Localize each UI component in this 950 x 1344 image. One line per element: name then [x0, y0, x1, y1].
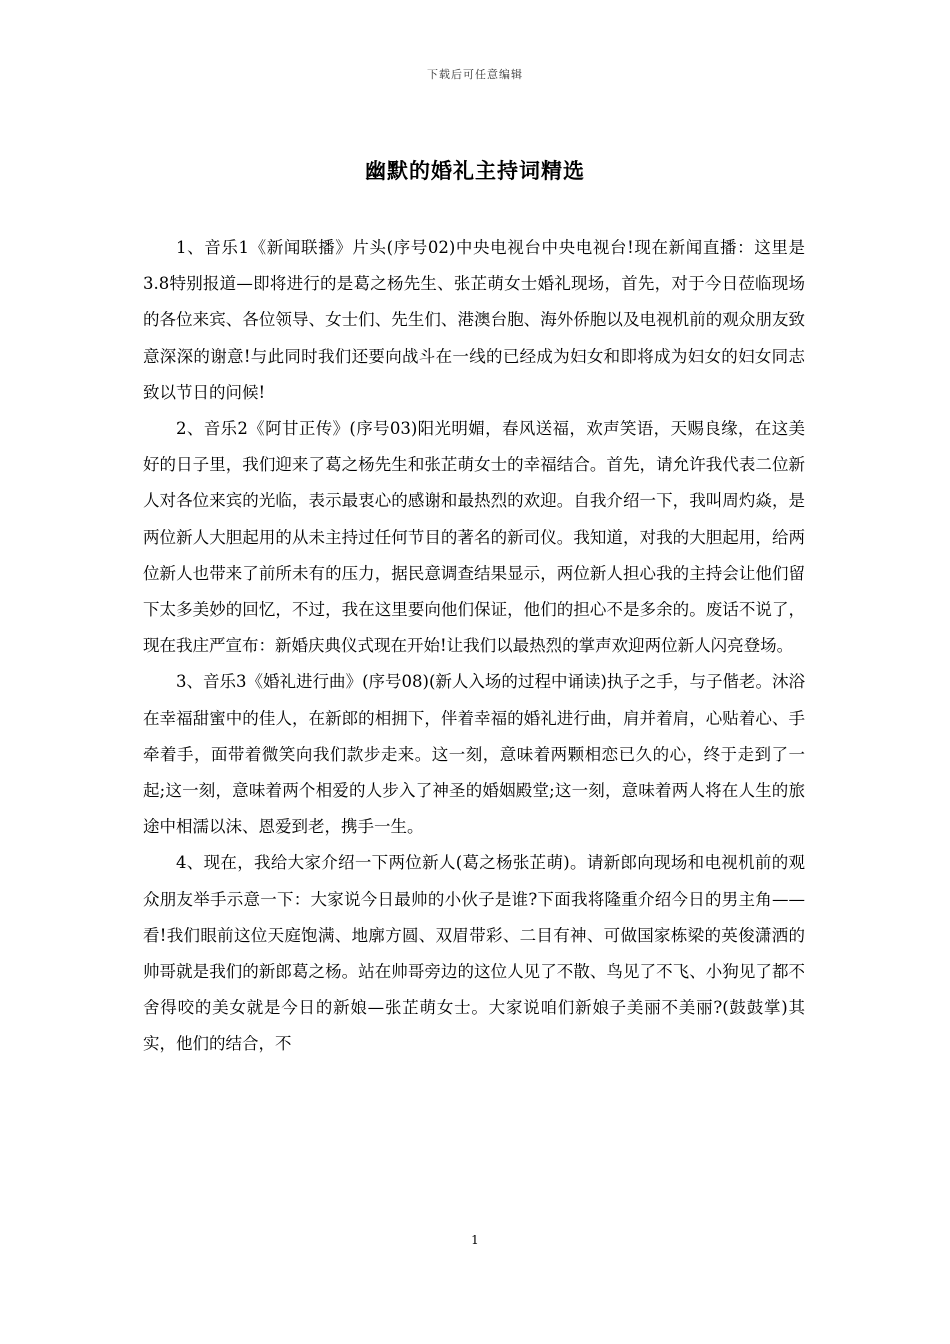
paragraph-3: 3、音乐3《婚礼进行曲》(序号08)(新人入场的过程中诵读)执子之手，与子偕老。沐浴在幸福甜蜜中的佳人，在新郎的相拥下，伴着幸福的婚礼进行曲，肩并着肩，心贴着心、手牵着手，面带着微笑向我们款步走来。这一刻，意味着两颗相恋已久的心，终于走到了一起;这一刻，意味着两个相爱的人步入了神圣的婚姻殿堂;这一刻，意味着两人将在人生的旅途中相濡以沫、恩爱到老，携手一生。 — [143, 672, 805, 837]
paragraph-2: 2、音乐2《阿甘正传》(序号03)阳光明媚，春风送福，欢声笑语，天赐良缘，在这美好的日子里，我们迎来了葛之杨先生和张芷萌女士的幸福结合。首先，请允许我代表二位新人对各位来宾的光临，表示最衷心的感谢和最热烈的欢迎。自我介绍一下，我叫周灼焱，是两位新人大胆起用的从未主持过任何节目的著名的新司仪。我知道，对我的大胆起用，给两位新人也带来了前所未有的压力，据民意调查结果显示，两位新人担心我的主持会让他们留下太多美妙的回忆，不过，我在这里要向他们保证，他们的担心不是多余的。废话不说了，现在我庄严宣布：新婚庆典仪式现在开始!让我们以最热烈的掌声欢迎两位新人闪亮登场。 — [143, 419, 805, 656]
page-number: 1 — [471, 1233, 479, 1247]
paragraph-4: 4、现在，我给大家介绍一下两位新人(葛之杨张芷萌)。请新郎向现场和电视机前的观众朋友举手示意一下：大家说今日最帅的小伙子是谁?下面我将隆重介绍今日的男主角——看!我们眼前这位天庭饱满、地廓方圆、双眉带彩、二目有神、可做国家栋梁的英俊潇洒的帅哥就是我们的新郎葛之杨。站在帅哥旁边的这位人见了不散、鸟见了不飞、小狗见了都不舍得咬的美女就是今日的新娘—张芷萌女士。大家说咱们新娘子美丽不美丽?(鼓鼓掌)其实，他们的结合，不 — [143, 853, 805, 1054]
document-title: 幽默的婚礼主持词精选 — [365, 158, 585, 183]
document-body — [143, 230, 805, 1063]
paragraph-1: 1、音乐1《新闻联播》片头(序号02)中央电视台中央电视台!现在新闻直播：这里是3.8特别报道—即将进行的是葛之杨先生、张芷萌女士婚礼现场，首先，对于今日莅临现场的各位来宾、各位领导、女士们、先生们、港澳台胞、海外侨胞以及电视机前的观众朋友致意深深的谢意!与此同时我们还要向战斗在一线的已经成为妇女和即将成为妇女的妇女同志致以节日的问候! — [143, 238, 805, 402]
header-note: 下载后可任意编辑 — [427, 68, 523, 81]
